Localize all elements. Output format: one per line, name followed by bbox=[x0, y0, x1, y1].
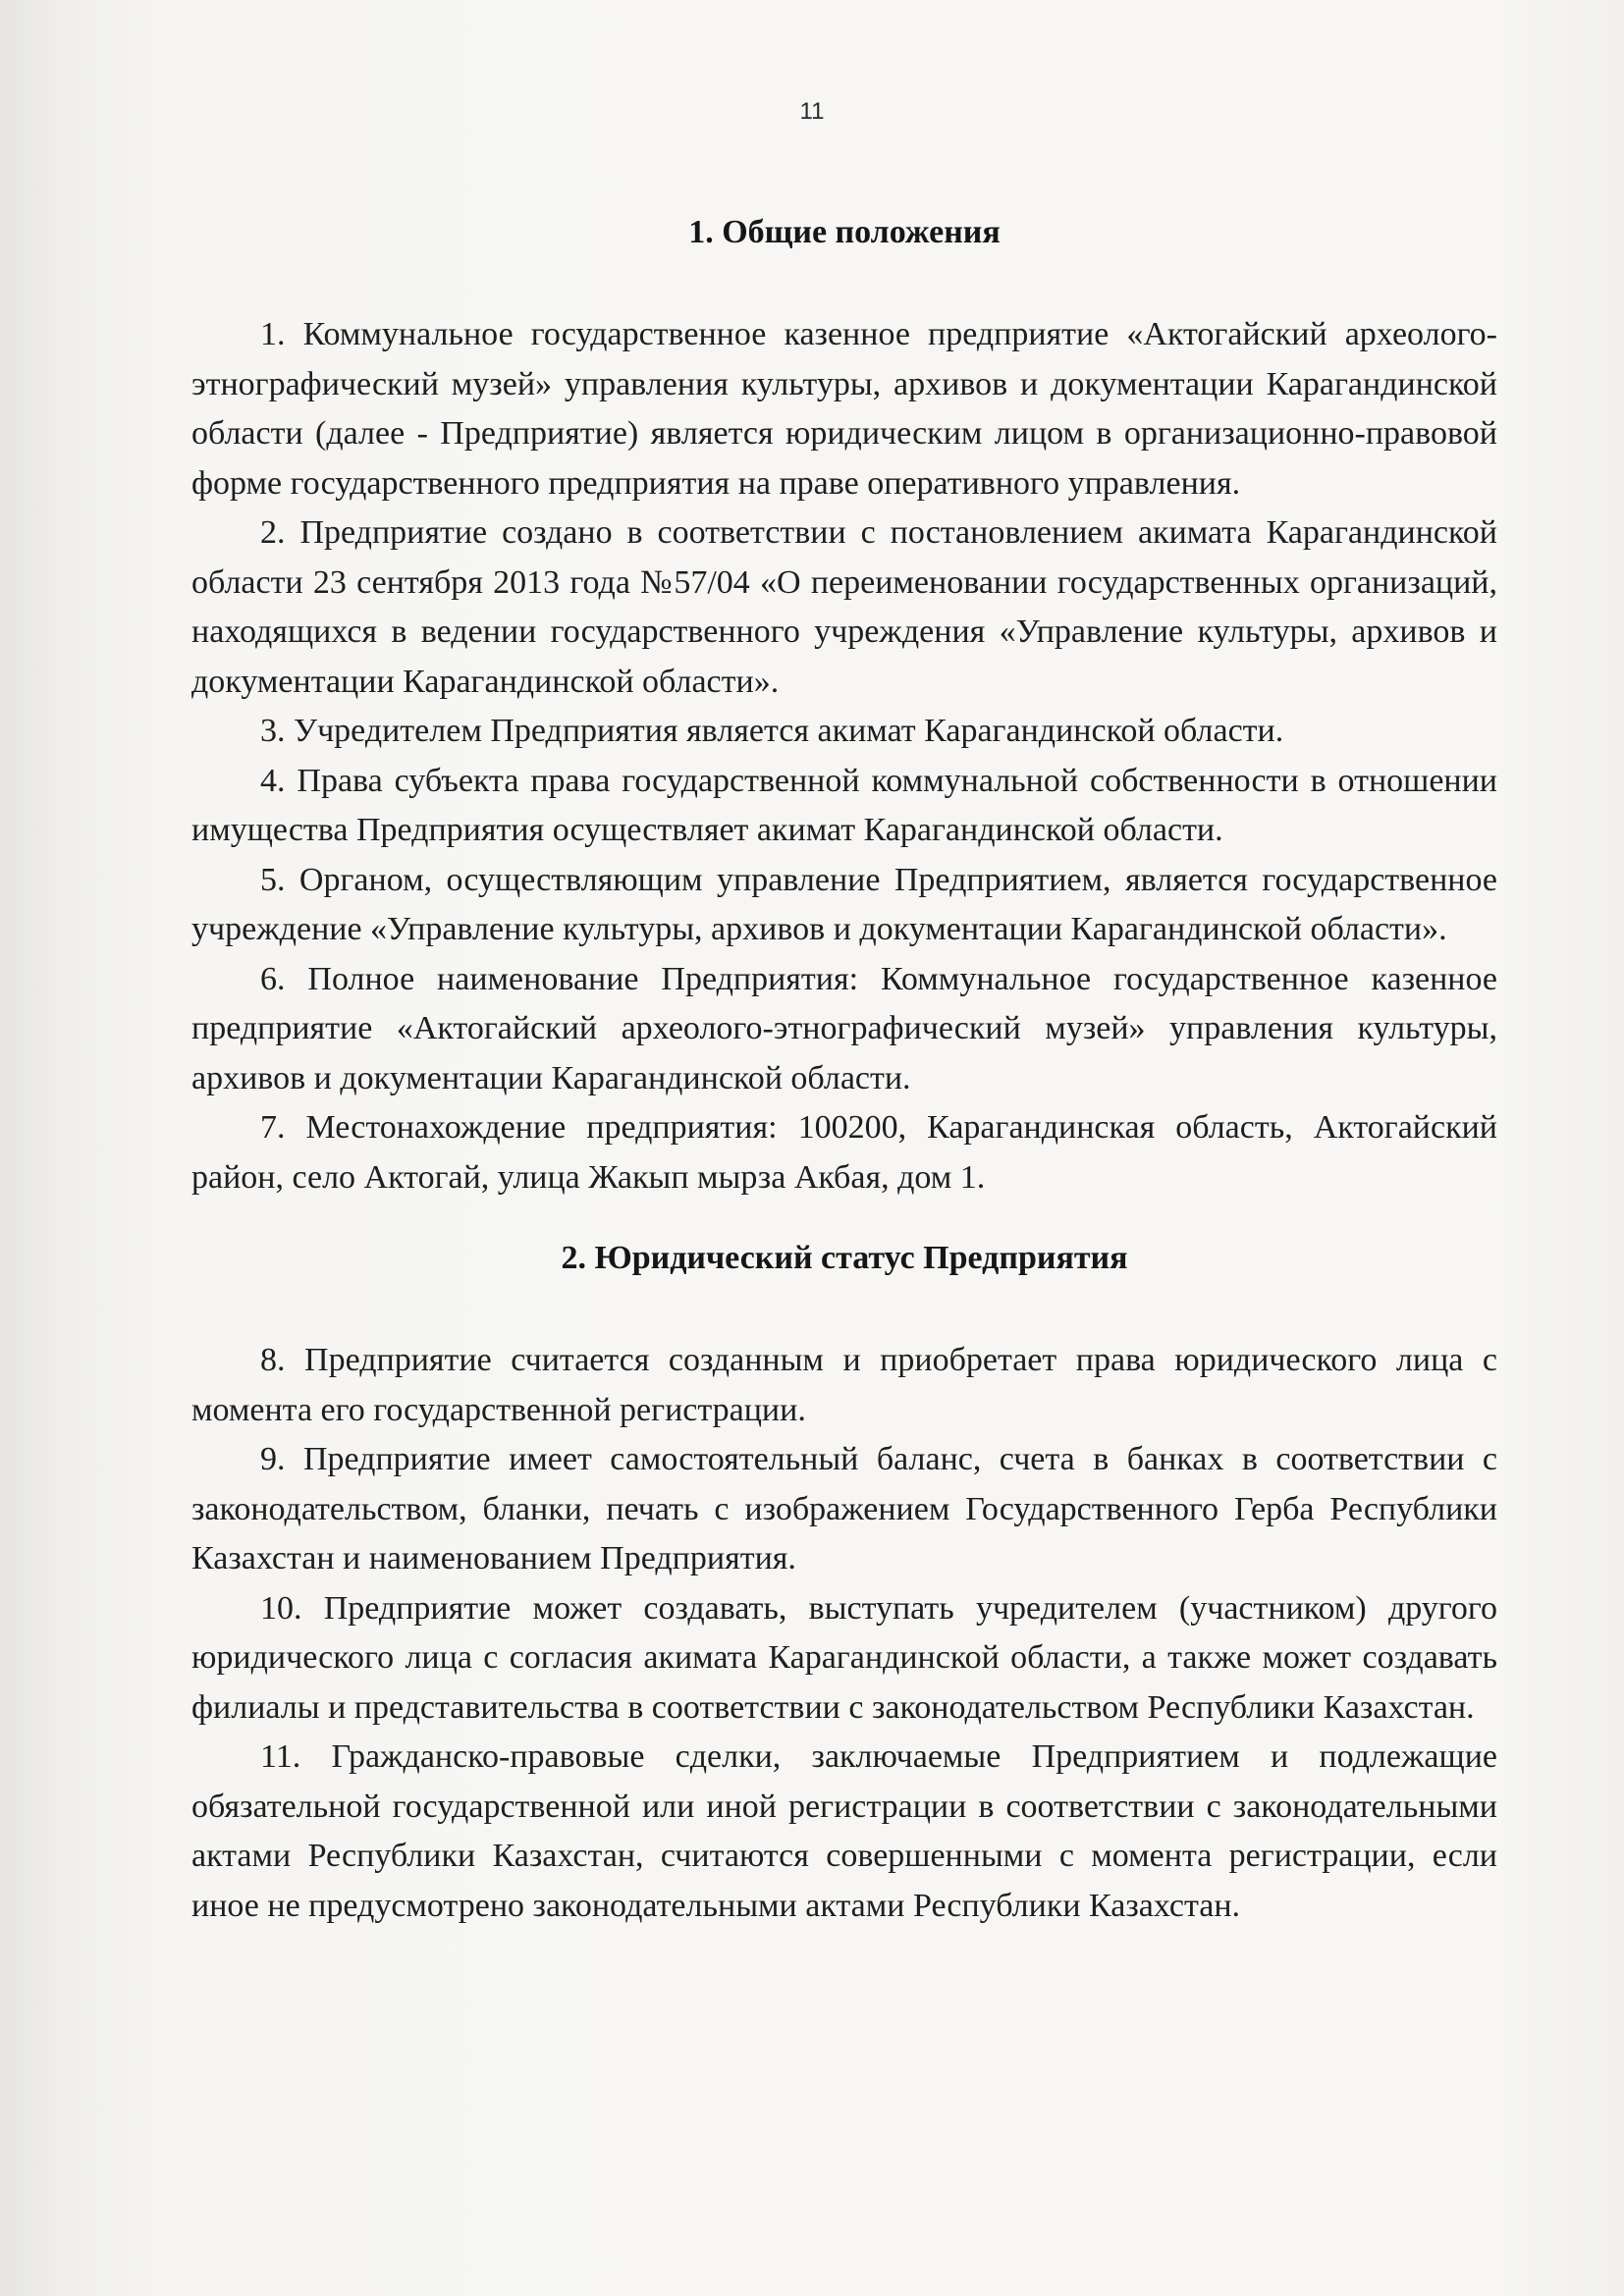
paragraph: 6. Полное наименование Предприятия: Коммунальное государственное казенное предприятие «Актогайский археолого-этнографический музей» управления культуры, архивов и документации Карагандинской области. bbox=[191, 960, 1497, 1096]
section-heading: 2. Юридический статус Предприятия bbox=[561, 1240, 1128, 1276]
paragraph: 3. Учредителем Предприятия является акимат Карагандинской области. bbox=[260, 713, 1284, 749]
paragraph: 10. Предприятие может создавать, выступать учредителем (участником) другого юридического лица с согласия акимата Карагандинской области, а также может создавать филиалы и представительства в соответствии с законодательством Республики Казахстан. bbox=[191, 1589, 1497, 1726]
paragraph: 7. Местонахождение предприятия: 100200, Карагандинская область, Актогайский район, село Актогай, улица Жакып мырза Акбая, дом 1. bbox=[191, 1109, 1497, 1196]
document-body bbox=[191, 204, 1497, 1931]
paragraph: 5. Органом, осуществляющим управление Предприятием, является государственное учреждение «Управление культуры, архивов и документации Карагандинской области». bbox=[191, 861, 1497, 947]
paragraph: 4. Права субъекта права государственной коммунальной собственности в отношении имущества Предприятия осуществляет акимат Карагандинской области. bbox=[191, 762, 1497, 848]
paragraph: 9. Предприятие имеет самостоятельный баланс, счета в банках в соответствии с законодательством, бланки, печать с изображением Государственного Герба Республики Казахстан и наименованием Предприятия. bbox=[191, 1441, 1497, 1576]
paragraph: 8. Предприятие считается созданным и приобретает права юридического лица с момента его государственной регистрации. bbox=[191, 1342, 1497, 1428]
paragraph: 11. Гражданско-правовые сделки, заключаемые Предприятием и подлежащие обязательной государственной или иной регистрации в соответствии с законодательными актами Республики Казахстан, считаются совершенными с момента регистрации, если иное не предусмотрено законодательными актами Республики Казахстан. bbox=[191, 1738, 1497, 1924]
paragraph: 2. Предприятие создано в соответствии с постановлением акимата Карагандинской области 23 сентября 2013 года №57/04 «О переименовании государственных организаций, находящихся в ведении государственного учреждения «Управление культуры, архивов и документации Карагандинской области». bbox=[191, 514, 1497, 700]
section-heading: 1. Общие положения bbox=[688, 214, 1001, 250]
page-number: 11 bbox=[799, 98, 825, 125]
paragraph: 1. Коммунальное государственное казенное предприятие «Актогайский археолого-этнографический музей» управления культуры, архивов и документации Карагандинской области (далее - Предприятие) является юридическим лицом в организационно-правовой форме государственного предприятия на праве оперативного управления. bbox=[191, 316, 1497, 502]
